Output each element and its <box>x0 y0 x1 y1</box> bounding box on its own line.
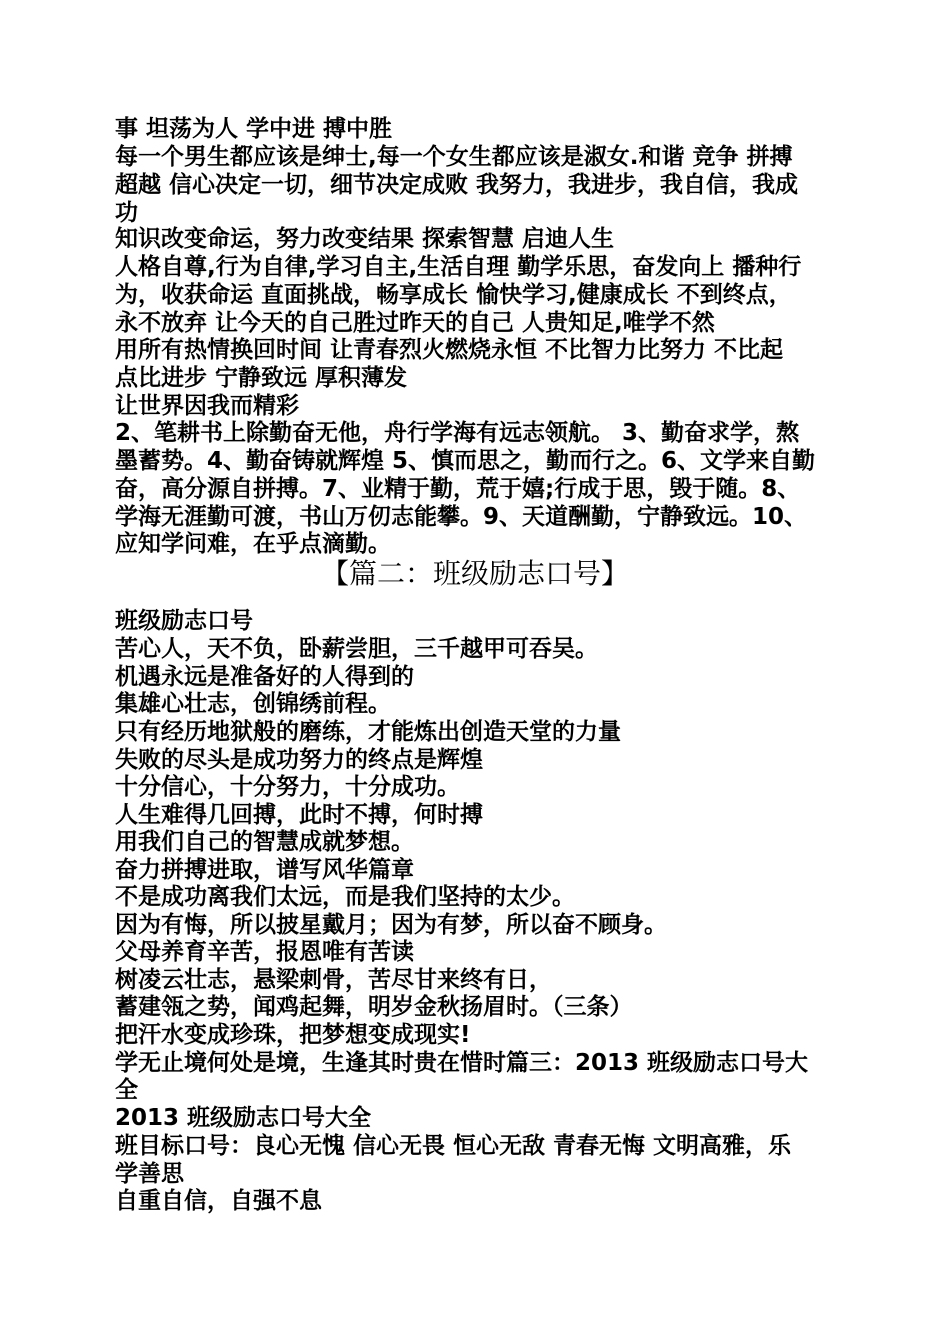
text-line: 点比进步 宁静致远 厚积薄发 <box>115 365 408 391</box>
text-line: 机遇永远是准备好的人得到的 <box>115 664 414 690</box>
text-line: 只有经历地狱般的磨练，才能炼出创造天堂的力量 <box>115 719 621 745</box>
text-line: 学善思 <box>115 1161 184 1187</box>
text-line: 不是成功离我们太远，而是我们坚持的太少。 <box>115 884 575 910</box>
text-line: 父母养育辛苦，报恩唯有苦读 <box>115 939 414 965</box>
text-line: 失败的尽头是成功努力的终点是辉煌 <box>115 747 483 773</box>
text-line: 树凌云壮志，悬梁刺骨，苦尽甘来终有日， <box>115 967 552 993</box>
text-line: 应知学问难，在乎点滴勤。 <box>115 531 391 557</box>
text-line: 知识改变命运，努力改变结果 探索智慧 启迪人生 <box>115 226 615 252</box>
text-line: 功 <box>115 200 138 226</box>
text-line: 全 <box>115 1077 138 1103</box>
text-line: 因为有悔，所以披星戴月；因为有梦，所以奋不顾身。 <box>115 912 667 938</box>
text-line: 为，收获命运 直面挑战，畅享成长 愉快学习,健康成长 不到终点， <box>115 282 792 308</box>
text-line: 班级励志口号 <box>115 608 253 634</box>
text-line: 永不放弃 让今天的自己胜过昨天的自己 人贵知足,唯学不然 <box>115 310 715 336</box>
text-line: 人格自尊,行为自律,学习自主,生活自理 勤学乐思，奋发向上 播种行 <box>115 254 802 280</box>
text-line: 2、笔耕书上除勤奋无他，舟行学海有远志领航。 3、勤奋求学，熬 <box>115 420 800 446</box>
text-line: 事 坦荡为人 学中进 搏中胜 <box>115 116 393 142</box>
text-line: 每一个男生都应该是绅士,每一个女生都应该是淑女.和谐 竞争 拼搏 <box>115 144 793 170</box>
text-line: 学海无涯勤可渡，书山万仞志能攀。9、天道酬勤，宁静致远。10、 <box>115 504 808 530</box>
text-line: 墨蓄势。4、勤奋铸就辉煌 5、慎而思之，勤而行之。6、文学来自勤 <box>115 448 816 474</box>
text-line: 2013 班级励志口号大全 <box>115 1105 372 1131</box>
text-line: 人生难得几回搏，此时不搏，何时搏 <box>115 802 483 828</box>
text-line: 把汗水变成珍珠，把梦想变成现实! <box>115 1022 471 1048</box>
text-line: 苦心人，天不负，卧薪尝胆，三千越甲可吞吴。 <box>115 636 598 662</box>
text-line: 用我们自己的智慧成就梦想。 <box>115 829 414 855</box>
text-line: 超越 信心决定一切，细节决定成败 我努力，我进步，我自信，我成 <box>115 172 799 198</box>
text-line: 让世界因我而精彩 <box>115 393 299 419</box>
text-line: 班目标口号：良心无愧 信心无畏 恒心无敌 青春无悔 文明高雅，乐 <box>115 1133 792 1159</box>
text-line: 蓄建瓴之势，闻鸡起舞，明岁金秋扬眉时。（三条） <box>115 994 633 1020</box>
text-line: 十分信心，十分努力，十分成功。 <box>115 774 460 800</box>
section-heading: 【篇二：班级励志口号】 <box>320 557 629 590</box>
text-line: 用所有热情换回时间 让青春烈火燃烧永恒 不比智力比努力 不比起 <box>115 337 784 363</box>
text-line: 奋力拼搏进取，谱写风华篇章 <box>115 857 414 883</box>
text-line: 自重自信，自强不息 <box>115 1188 322 1214</box>
text-line: 集雄心壮志，创锦绣前程。 <box>115 691 391 717</box>
text-line: 学无止境何处是境，生逢其时贵在惜时篇三：2013 班级励志口号大 <box>115 1050 809 1076</box>
text-line: 奋，高分源自拼搏。7、业精于勤，荒于嬉;行成于思，毁于随。8、 <box>115 476 801 502</box>
